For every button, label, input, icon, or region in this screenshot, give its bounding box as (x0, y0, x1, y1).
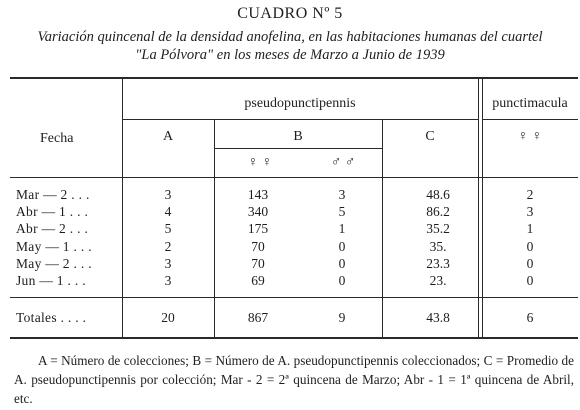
sub-header-b-female: ♀ ♀ (247, 155, 273, 170)
cell-b-male: 0 (338, 273, 346, 288)
cell-a: 3 (164, 187, 172, 202)
cell-b-female: 340 (247, 204, 269, 219)
col-header-b: B (293, 129, 303, 144)
group-header-pseudopunctipennis: pseudopunctipennis (244, 96, 356, 111)
row-label: May — 1 . . . (16, 239, 92, 254)
cell-punctimacula: 0 (526, 256, 534, 271)
cell-punctimacula: 0 (526, 239, 534, 254)
cell-c: 35.2 (426, 221, 450, 236)
col-header-c: C (425, 129, 435, 144)
totals-punctimacula: 6 (526, 310, 534, 325)
table-subtitle-line-1: Variación quincenal de la densidad anofelina, en las habitaciones humanas del cuartel (37, 29, 543, 45)
pseudo-group-rule (122, 119, 478, 120)
cell-c: 23.3 (426, 256, 450, 271)
totals-label: Totales . . . . (16, 310, 87, 325)
puncti-group-rule (482, 119, 578, 120)
cell-c: 35. (429, 239, 447, 254)
group-header-punctimacula: punctimacula (492, 96, 568, 111)
cell-punctimacula: 3 (526, 204, 534, 219)
cell-punctimacula: 1 (526, 221, 534, 236)
cell-b-male: 0 (338, 256, 346, 271)
cell-b-male: 5 (338, 204, 346, 219)
b-subheader-rule (214, 148, 382, 149)
group-divider-rule-1 (478, 79, 479, 337)
sub-header-punctimacula-female: ♀ ♀ (517, 129, 543, 144)
table-bottom-border (10, 337, 578, 339)
cell-b-male: 3 (338, 187, 346, 202)
cell-b-female: 143 (247, 187, 269, 202)
table-top-border (10, 77, 578, 79)
row-label: May — 2 . . . (16, 256, 92, 271)
cell-a: 3 (164, 256, 172, 271)
b-column-rule (382, 120, 383, 337)
cell-punctimacula: 2 (526, 187, 534, 202)
cell-a: 2 (164, 239, 172, 254)
totals-rule (10, 297, 578, 298)
cell-c: 23. (429, 273, 447, 288)
a-column-rule (214, 120, 215, 337)
totals-c: 43.8 (426, 310, 450, 325)
cell-b-male: 1 (338, 221, 346, 236)
table-subtitle-line-2: "La Pólvora" en los meses de Marzo a Junio de 1939 (135, 47, 445, 63)
fecha-header: Fecha (40, 131, 74, 146)
header-bottom-rule (10, 177, 578, 178)
row-label: Jun — 1 . . . (16, 273, 86, 288)
cell-c: 48.6 (426, 187, 450, 202)
cell-b-female: 70 (251, 239, 265, 254)
cell-b-male: 0 (338, 239, 346, 254)
row-label: Mar — 2 . . . (16, 187, 90, 202)
cell-b-female: 69 (251, 273, 265, 288)
cell-b-female: 70 (251, 256, 265, 271)
sub-header-b-male: ♂ ♂ (330, 155, 356, 170)
group-divider-rule-2 (482, 79, 483, 337)
fecha-column-rule (122, 79, 123, 337)
cell-a: 3 (164, 273, 172, 288)
table-footnote: A = Número de colecciones; B = Número de A. pseudopunctipennis coleccionados; C = Promedio de A. pseudopunctipennis por colección; Mar - 2 = 2ª quincena de Marzo; Abr - 1 = 1ª quincena de Abril, etc. (14, 353, 574, 406)
cell-b-female: 175 (247, 221, 269, 236)
totals-a: 20 (161, 310, 175, 325)
totals-b-male: 9 (338, 310, 346, 325)
row-label: Abr — 1 . . . (16, 204, 89, 219)
col-header-a: A (162, 129, 174, 144)
cell-punctimacula: 0 (526, 273, 534, 288)
totals-b-female: 867 (247, 310, 269, 325)
table-title: CUADRO Nº 5 (237, 5, 343, 22)
cell-a: 4 (164, 204, 172, 219)
row-label: Abr — 2 . . . (16, 221, 89, 236)
cell-a: 5 (164, 221, 172, 236)
cell-c: 86.2 (426, 204, 450, 219)
